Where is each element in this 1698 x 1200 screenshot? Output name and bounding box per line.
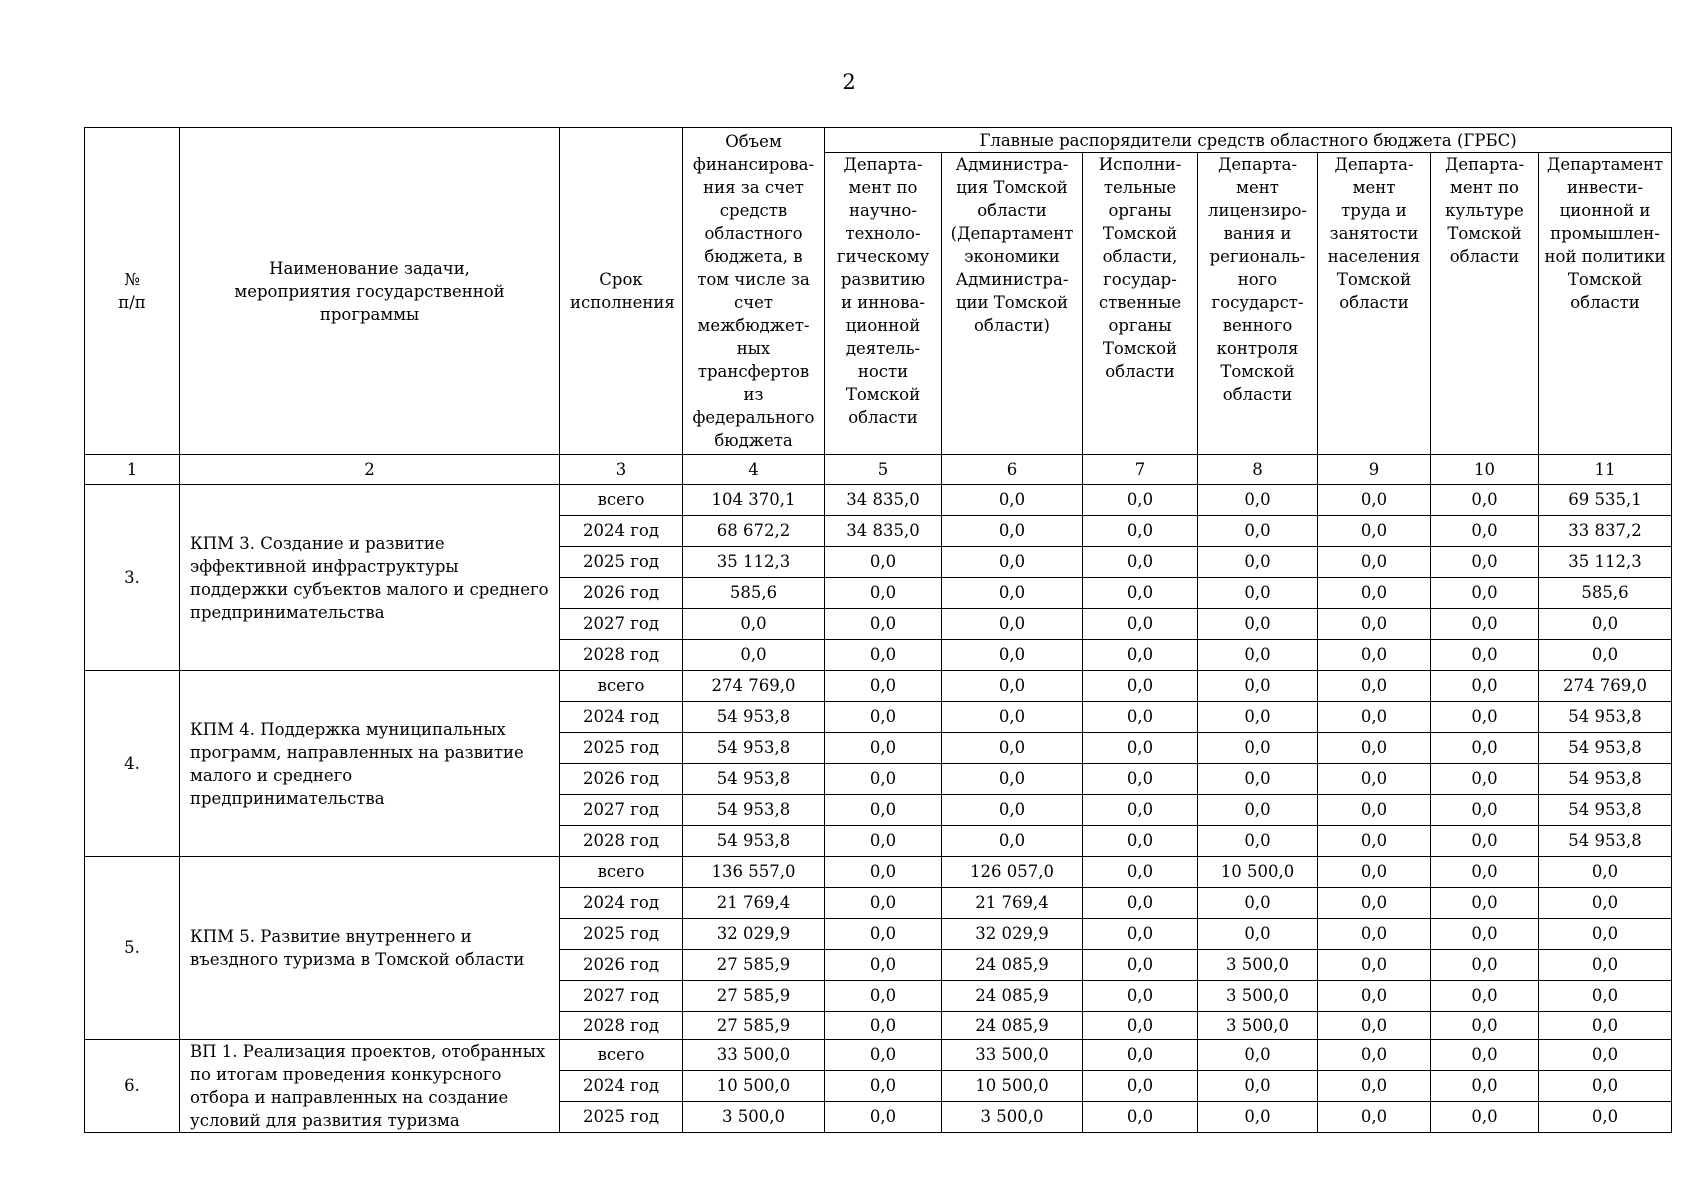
grbs-value-cell: 0,0 bbox=[1083, 578, 1198, 609]
header-grbs-5: Департа-мент труда и занятости населения Томской области bbox=[1318, 153, 1431, 455]
volume-cell: 0,0 bbox=[683, 640, 825, 671]
grbs-value-cell: 0,0 bbox=[1083, 1071, 1198, 1102]
term-cell: всего bbox=[560, 671, 683, 702]
volume-cell: 27 585,9 bbox=[683, 981, 825, 1012]
term-cell: 2025 год bbox=[560, 547, 683, 578]
grbs-value-cell: 0,0 bbox=[825, 764, 942, 795]
grbs-value-cell: 0,0 bbox=[825, 671, 942, 702]
grbs-value-cell: 0,0 bbox=[825, 919, 942, 950]
grbs-value-cell: 3 500,0 bbox=[1198, 981, 1318, 1012]
grbs-value-cell: 0,0 bbox=[1083, 1102, 1198, 1133]
term-cell: 2027 год bbox=[560, 795, 683, 826]
term-cell: 2026 год bbox=[560, 950, 683, 981]
volume-cell: 27 585,9 bbox=[683, 1012, 825, 1040]
header-volume: Объем финансирова-ния за счет средств областного бюджета, в том числе за счет межбюджет-ных трансфертов из федерального бюджета bbox=[683, 128, 825, 455]
grbs-value-cell: 0,0 bbox=[1198, 640, 1318, 671]
header-term: Срок исполнения bbox=[560, 128, 683, 455]
row-number: 4. bbox=[85, 671, 180, 857]
grbs-value-cell: 0,0 bbox=[1318, 1102, 1431, 1133]
volume-cell: 274 769,0 bbox=[683, 671, 825, 702]
grbs-value-cell: 0,0 bbox=[942, 547, 1083, 578]
table-row bbox=[85, 1040, 1672, 1071]
volume-cell: 104 370,1 bbox=[683, 485, 825, 516]
task-name: КПМ 3. Создание и развитие эффективной инфраструктуры поддержки субъектов малого и среднего предпринимательства bbox=[180, 485, 560, 671]
budget-table bbox=[84, 127, 1672, 1133]
grbs-value-cell: 34 835,0 bbox=[825, 516, 942, 547]
grbs-value-cell: 0,0 bbox=[825, 1071, 942, 1102]
grbs-value-cell: 0,0 bbox=[1318, 578, 1431, 609]
term-cell: всего bbox=[560, 1040, 683, 1071]
grbs-value-cell: 0,0 bbox=[1539, 888, 1672, 919]
row-number: 3. bbox=[85, 485, 180, 671]
grbs-value-cell: 0,0 bbox=[1318, 795, 1431, 826]
volume-cell: 136 557,0 bbox=[683, 857, 825, 888]
grbs-value-cell: 54 953,8 bbox=[1539, 795, 1672, 826]
grbs-value-cell: 0,0 bbox=[1198, 795, 1318, 826]
term-cell: 2024 год bbox=[560, 702, 683, 733]
grbs-value-cell: 0,0 bbox=[1431, 1040, 1539, 1071]
grbs-value-cell: 0,0 bbox=[1539, 1040, 1672, 1071]
col-number: 9 bbox=[1318, 455, 1431, 485]
grbs-value-cell: 0,0 bbox=[1431, 1012, 1539, 1040]
grbs-value-cell: 0,0 bbox=[825, 640, 942, 671]
grbs-value-cell: 3 500,0 bbox=[942, 1102, 1083, 1133]
grbs-value-cell: 0,0 bbox=[1198, 764, 1318, 795]
grbs-value-cell: 0,0 bbox=[1083, 671, 1198, 702]
grbs-value-cell: 0,0 bbox=[1318, 1071, 1431, 1102]
volume-cell: 10 500,0 bbox=[683, 1071, 825, 1102]
term-cell: 2028 год bbox=[560, 640, 683, 671]
page-number: 2 bbox=[842, 70, 856, 94]
task-name: КПМ 5. Развитие внутреннего и въездного туризма в Томской области bbox=[180, 857, 560, 1040]
grbs-value-cell: 3 500,0 bbox=[1198, 1012, 1318, 1040]
grbs-value-cell: 0,0 bbox=[825, 1012, 942, 1040]
grbs-value-cell: 0,0 bbox=[1083, 795, 1198, 826]
term-cell: 2024 год bbox=[560, 888, 683, 919]
grbs-value-cell: 0,0 bbox=[1198, 485, 1318, 516]
grbs-value-cell: 0,0 bbox=[825, 826, 942, 857]
header-grbs-7: Департамент инвести-ционной и промышлен-ной политики Томской области bbox=[1539, 153, 1672, 455]
term-cell: 2027 год bbox=[560, 981, 683, 1012]
grbs-value-cell: 0,0 bbox=[1539, 1071, 1672, 1102]
grbs-value-cell: 0,0 bbox=[1318, 826, 1431, 857]
grbs-value-cell: 0,0 bbox=[1083, 1040, 1198, 1071]
grbs-value-cell: 0,0 bbox=[825, 702, 942, 733]
grbs-value-cell: 0,0 bbox=[1083, 485, 1198, 516]
grbs-value-cell: 21 769,4 bbox=[942, 888, 1083, 919]
term-cell: 2025 год bbox=[560, 733, 683, 764]
volume-cell: 0,0 bbox=[683, 609, 825, 640]
volume-cell: 54 953,8 bbox=[683, 702, 825, 733]
grbs-value-cell: 0,0 bbox=[1318, 1040, 1431, 1071]
volume-cell: 54 953,8 bbox=[683, 733, 825, 764]
volume-cell: 21 769,4 bbox=[683, 888, 825, 919]
table-row bbox=[85, 485, 1672, 516]
grbs-value-cell: 0,0 bbox=[942, 578, 1083, 609]
grbs-value-cell: 24 085,9 bbox=[942, 950, 1083, 981]
grbs-value-cell: 0,0 bbox=[1431, 888, 1539, 919]
grbs-value-cell: 0,0 bbox=[1198, 516, 1318, 547]
grbs-value-cell: 0,0 bbox=[1083, 733, 1198, 764]
grbs-value-cell: 0,0 bbox=[1083, 547, 1198, 578]
term-cell: 2025 год bbox=[560, 1102, 683, 1133]
table-header bbox=[85, 128, 1672, 455]
header-grbs-2: Администра-ция Томской области (Департамент экономики Администра-ции Томской области) bbox=[942, 153, 1083, 455]
grbs-value-cell: 0,0 bbox=[825, 795, 942, 826]
grbs-value-cell: 0,0 bbox=[1539, 1102, 1672, 1133]
table-row bbox=[85, 671, 1672, 702]
grbs-value-cell: 10 500,0 bbox=[1198, 857, 1318, 888]
grbs-value-cell: 0,0 bbox=[1431, 609, 1539, 640]
grbs-value-cell: 0,0 bbox=[825, 733, 942, 764]
grbs-value-cell: 0,0 bbox=[1318, 516, 1431, 547]
grbs-value-cell: 0,0 bbox=[1431, 640, 1539, 671]
grbs-value-cell: 274 769,0 bbox=[1539, 671, 1672, 702]
grbs-value-cell: 0,0 bbox=[1431, 485, 1539, 516]
grbs-value-cell: 585,6 bbox=[1539, 578, 1672, 609]
grbs-value-cell: 0,0 bbox=[1539, 857, 1672, 888]
task-name: КПМ 4. Поддержка муниципальных программ, направленных на развитие малого и среднего предпринимательства bbox=[180, 671, 560, 857]
grbs-value-cell: 0,0 bbox=[1198, 702, 1318, 733]
grbs-value-cell: 0,0 bbox=[1198, 671, 1318, 702]
term-cell: 2024 год bbox=[560, 1071, 683, 1102]
volume-cell: 54 953,8 bbox=[683, 764, 825, 795]
volume-cell: 27 585,9 bbox=[683, 950, 825, 981]
grbs-value-cell: 10 500,0 bbox=[942, 1071, 1083, 1102]
grbs-value-cell: 0,0 bbox=[825, 578, 942, 609]
grbs-value-cell: 0,0 bbox=[1198, 1102, 1318, 1133]
grbs-value-cell: 0,0 bbox=[1083, 950, 1198, 981]
grbs-value-cell: 0,0 bbox=[1198, 888, 1318, 919]
col-number: 6 bbox=[942, 455, 1083, 485]
grbs-value-cell: 0,0 bbox=[1083, 826, 1198, 857]
grbs-value-cell: 0,0 bbox=[942, 671, 1083, 702]
grbs-value-cell: 0,0 bbox=[1198, 609, 1318, 640]
col-number: 4 bbox=[683, 455, 825, 485]
grbs-value-cell: 0,0 bbox=[1431, 826, 1539, 857]
grbs-value-cell: 0,0 bbox=[942, 516, 1083, 547]
grbs-value-cell: 0,0 bbox=[1198, 1071, 1318, 1102]
grbs-value-cell: 0,0 bbox=[1318, 640, 1431, 671]
grbs-value-cell: 0,0 bbox=[1318, 1012, 1431, 1040]
header-task: Наименование задачи, мероприятия государственной программы bbox=[180, 128, 560, 455]
grbs-value-cell: 0,0 bbox=[1083, 609, 1198, 640]
grbs-value-cell: 24 085,9 bbox=[942, 981, 1083, 1012]
grbs-value-cell: 0,0 bbox=[1318, 919, 1431, 950]
term-cell: 2028 год bbox=[560, 826, 683, 857]
grbs-value-cell: 0,0 bbox=[1431, 671, 1539, 702]
grbs-value-cell: 0,0 bbox=[1083, 1012, 1198, 1040]
grbs-value-cell: 0,0 bbox=[825, 888, 942, 919]
grbs-value-cell: 0,0 bbox=[942, 733, 1083, 764]
grbs-value-cell: 0,0 bbox=[1318, 671, 1431, 702]
col-number: 3 bbox=[560, 455, 683, 485]
grbs-value-cell: 0,0 bbox=[1083, 764, 1198, 795]
grbs-value-cell: 126 057,0 bbox=[942, 857, 1083, 888]
grbs-value-cell: 0,0 bbox=[1431, 547, 1539, 578]
grbs-value-cell: 0,0 bbox=[1318, 609, 1431, 640]
volume-cell: 54 953,8 bbox=[683, 795, 825, 826]
task-name: ВП 1. Реализация проектов, отобранных по итогам проведения конкурсного отбора и направленных на создание условий для развития туризма bbox=[180, 1040, 560, 1133]
grbs-value-cell: 0,0 bbox=[1318, 857, 1431, 888]
grbs-value-cell: 0,0 bbox=[942, 640, 1083, 671]
grbs-value-cell: 54 953,8 bbox=[1539, 764, 1672, 795]
grbs-value-cell: 0,0 bbox=[1539, 640, 1672, 671]
grbs-value-cell: 0,0 bbox=[1198, 578, 1318, 609]
grbs-value-cell: 0,0 bbox=[1198, 826, 1318, 857]
grbs-value-cell: 0,0 bbox=[942, 702, 1083, 733]
grbs-value-cell: 0,0 bbox=[1083, 516, 1198, 547]
grbs-value-cell: 0,0 bbox=[1198, 547, 1318, 578]
col-number: 11 bbox=[1539, 455, 1672, 485]
grbs-value-cell: 0,0 bbox=[1083, 640, 1198, 671]
table-body bbox=[85, 485, 1672, 1133]
header-grbs-6: Департа-мент по культуре Томской области bbox=[1431, 153, 1539, 455]
grbs-value-cell: 0,0 bbox=[825, 950, 942, 981]
grbs-value-cell: 0,0 bbox=[1318, 733, 1431, 764]
volume-cell: 585,6 bbox=[683, 578, 825, 609]
grbs-value-cell: 0,0 bbox=[1318, 764, 1431, 795]
grbs-value-cell: 0,0 bbox=[825, 609, 942, 640]
grbs-value-cell: 0,0 bbox=[825, 857, 942, 888]
grbs-value-cell: 32 029,9 bbox=[942, 919, 1083, 950]
grbs-value-cell: 0,0 bbox=[1318, 981, 1431, 1012]
grbs-value-cell: 0,0 bbox=[1431, 733, 1539, 764]
col-number: 7 bbox=[1083, 455, 1198, 485]
header-grbs-4: Департа-мент лицензиро-вания и региональ-ного государст-венного контроля Томской области bbox=[1198, 153, 1318, 455]
term-cell: 2026 год bbox=[560, 764, 683, 795]
grbs-value-cell: 0,0 bbox=[1083, 857, 1198, 888]
col-number: 5 bbox=[825, 455, 942, 485]
grbs-value-cell: 3 500,0 bbox=[1198, 950, 1318, 981]
term-cell: 2025 год bbox=[560, 919, 683, 950]
grbs-value-cell: 0,0 bbox=[1431, 1102, 1539, 1133]
col-number: 1 bbox=[85, 455, 180, 485]
grbs-value-cell: 24 085,9 bbox=[942, 1012, 1083, 1040]
table-row bbox=[85, 857, 1672, 888]
term-cell: всего bbox=[560, 857, 683, 888]
grbs-value-cell: 0,0 bbox=[1431, 1071, 1539, 1102]
grbs-value-cell: 0,0 bbox=[942, 826, 1083, 857]
grbs-value-cell: 0,0 bbox=[1539, 919, 1672, 950]
grbs-value-cell: 54 953,8 bbox=[1539, 702, 1672, 733]
grbs-value-cell: 0,0 bbox=[1539, 981, 1672, 1012]
header-grbs-title: Главные распорядители средств областного бюджета (ГРБС) bbox=[825, 128, 1672, 153]
grbs-value-cell: 33 837,2 bbox=[1539, 516, 1672, 547]
grbs-value-cell: 0,0 bbox=[1198, 919, 1318, 950]
header-grbs-3: Исполни-тельные органы Томской области, государ-ственные органы Томской области bbox=[1083, 153, 1198, 455]
grbs-value-cell: 0,0 bbox=[1198, 1040, 1318, 1071]
header-grbs-1: Департа-мент по научно-техноло-гическому развитию и иннова-ционной деятель-ности Томской области bbox=[825, 153, 942, 455]
grbs-value-cell: 0,0 bbox=[1431, 702, 1539, 733]
grbs-value-cell: 0,0 bbox=[1431, 578, 1539, 609]
volume-cell: 3 500,0 bbox=[683, 1102, 825, 1133]
header-num: № п/п bbox=[85, 128, 180, 455]
grbs-value-cell: 0,0 bbox=[1539, 1012, 1672, 1040]
col-number: 8 bbox=[1198, 455, 1318, 485]
grbs-value-cell: 0,0 bbox=[942, 485, 1083, 516]
grbs-value-cell: 33 500,0 bbox=[942, 1040, 1083, 1071]
grbs-value-cell: 0,0 bbox=[1198, 733, 1318, 764]
grbs-value-cell: 0,0 bbox=[942, 609, 1083, 640]
grbs-value-cell: 0,0 bbox=[1431, 857, 1539, 888]
grbs-value-cell: 0,0 bbox=[825, 1040, 942, 1071]
col-number: 10 bbox=[1431, 455, 1539, 485]
grbs-value-cell: 0,0 bbox=[825, 981, 942, 1012]
col-number: 2 bbox=[180, 455, 560, 485]
volume-cell: 35 112,3 bbox=[683, 547, 825, 578]
grbs-value-cell: 54 953,8 bbox=[1539, 826, 1672, 857]
grbs-value-cell: 0,0 bbox=[1431, 764, 1539, 795]
grbs-value-cell: 0,0 bbox=[942, 764, 1083, 795]
grbs-value-cell: 0,0 bbox=[1431, 919, 1539, 950]
grbs-value-cell: 0,0 bbox=[1431, 795, 1539, 826]
grbs-value-cell: 0,0 bbox=[1318, 485, 1431, 516]
grbs-value-cell: 0,0 bbox=[825, 547, 942, 578]
term-cell: 2028 год bbox=[560, 1012, 683, 1040]
column-numbers-row bbox=[85, 455, 1672, 485]
row-number: 5. bbox=[85, 857, 180, 1040]
grbs-value-cell: 0,0 bbox=[1539, 950, 1672, 981]
volume-cell: 33 500,0 bbox=[683, 1040, 825, 1071]
grbs-value-cell: 0,0 bbox=[1083, 888, 1198, 919]
grbs-value-cell: 0,0 bbox=[1318, 888, 1431, 919]
volume-cell: 68 672,2 bbox=[683, 516, 825, 547]
term-cell: 2026 год bbox=[560, 578, 683, 609]
grbs-value-cell: 0,0 bbox=[1318, 547, 1431, 578]
grbs-value-cell: 54 953,8 bbox=[1539, 733, 1672, 764]
grbs-value-cell: 0,0 bbox=[1431, 981, 1539, 1012]
grbs-value-cell: 0,0 bbox=[1083, 919, 1198, 950]
grbs-value-cell: 34 835,0 bbox=[825, 485, 942, 516]
grbs-value-cell: 0,0 bbox=[1083, 702, 1198, 733]
grbs-value-cell: 0,0 bbox=[825, 1102, 942, 1133]
volume-cell: 32 029,9 bbox=[683, 919, 825, 950]
grbs-value-cell: 35 112,3 bbox=[1539, 547, 1672, 578]
grbs-value-cell: 0,0 bbox=[1083, 981, 1198, 1012]
term-cell: всего bbox=[560, 485, 683, 516]
grbs-value-cell: 0,0 bbox=[1431, 516, 1539, 547]
volume-cell: 54 953,8 bbox=[683, 826, 825, 857]
grbs-value-cell: 0,0 bbox=[1431, 950, 1539, 981]
grbs-value-cell: 0,0 bbox=[1318, 950, 1431, 981]
grbs-value-cell: 0,0 bbox=[942, 795, 1083, 826]
grbs-value-cell: 0,0 bbox=[1318, 702, 1431, 733]
term-cell: 2024 год bbox=[560, 516, 683, 547]
grbs-value-cell: 0,0 bbox=[1539, 609, 1672, 640]
row-number: 6. bbox=[85, 1040, 180, 1133]
grbs-value-cell: 69 535,1 bbox=[1539, 485, 1672, 516]
term-cell: 2027 год bbox=[560, 609, 683, 640]
